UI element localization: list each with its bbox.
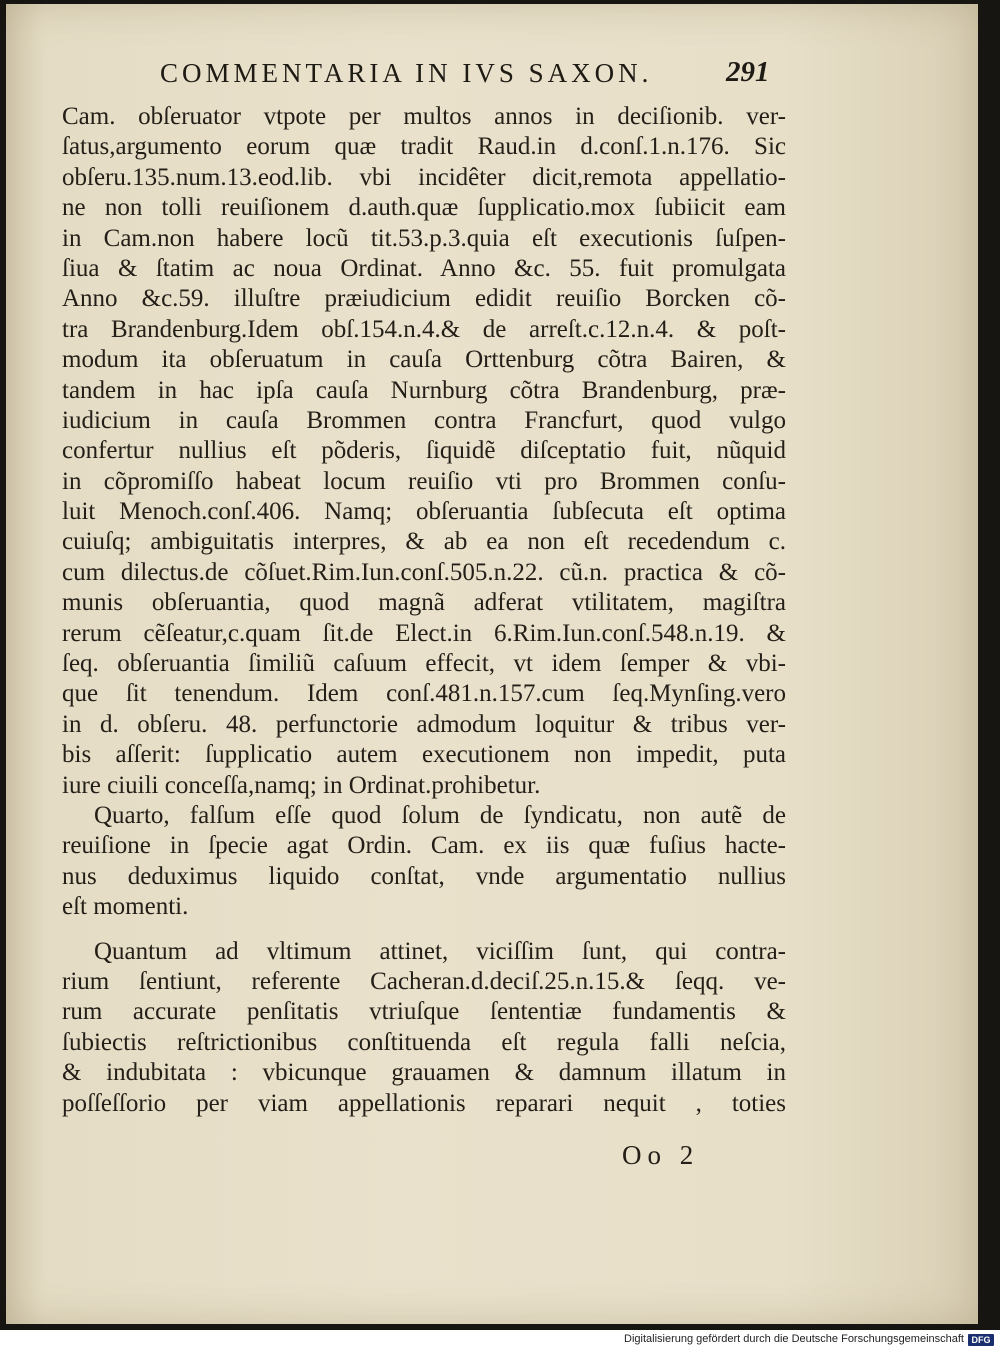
text-line: cum dilectus.de cõſuet.Rim.Iun.conſ.505.n.22. cũ.n. practica & cõ- [62, 558, 786, 586]
text-line: rerum cẽſeatur,c.quam ſit.de Elect.in 6.Rim.Iun.conſ.548.n.19. & [62, 619, 786, 647]
text-line: ſeq. obſeruantia ſimiliũ caſuum effecit, vt idem ſemper & vbi- [62, 650, 786, 678]
text-line: in d. obſeru. 48. perfunctorie admodum loquitur & tribus ver- [62, 710, 786, 738]
text-line: in Cam.non habere locũ tit.53.p.3.quia eſt executionis ſuſpen- [62, 224, 786, 252]
digitization-credit: Digitalisierung gefördert durch die Deutsche Forschungsgemeinschaft [624, 1333, 964, 1345]
text-line: tra Brandenburg.Idem obſ.154.n.4.& de arreſt.c.12.n.4. & poſt- [62, 315, 786, 343]
text-line: que ſit tenendum. Idem conſ.481.n.157.cum ſeq.Mynſing.vero [62, 680, 786, 708]
running-head [6, 58, 978, 98]
signature-mark: Oo 2 [622, 1140, 700, 1170]
text-line: poſſeſſorio per viam appellationis reparari nequit , toties [62, 1089, 786, 1117]
text-line: obſeru.135.num.13.eod.lib. vbi incidêter dicit,remota appellatio- [62, 163, 786, 191]
running-title: COMMENTARIA IN IVS SAXON. [160, 58, 653, 88]
book-page [6, 4, 978, 1324]
text-line: eſt momenti. [62, 893, 189, 921]
text-line: reuiſione in ſpecie agat Ordin. Cam. ex iis quæ fuſius hacte- [62, 832, 786, 860]
text-line: ne non tolli reuiſionem d.auth.quæ ſupplicatio.mox ſubiicit eam [62, 194, 786, 222]
page-number: 291 [726, 56, 770, 88]
text-line: rum accurate penſitatis vtriuſque ſententiæ fundamentis & [62, 998, 786, 1026]
text-line: Quarto, falſum eſſe quod ſolum de ſyndicatu, non autẽ de [94, 801, 786, 829]
text-line: ſiua & ſtatim ac noua Ordinat. Anno &c. 55. fuit promulgata [62, 254, 786, 282]
text-line: modum ita obſeruatum in cauſa Orttenburg cõtra Bairen, & [62, 346, 786, 374]
text-line: tandem in hac ipſa cauſa Nurnburg cõtra Brandenburg, præ- [62, 376, 786, 404]
text-line: iure ciuili conceſſa,namq; in Ordinat.prohibetur. [62, 771, 541, 799]
text-line: luit Menoch.conſ.406. Namq; obſeruantia ſubſecuta eſt optima [62, 498, 786, 526]
text-line: iudicium in cauſa Brommen contra Francfurt, quod vulgo [62, 406, 786, 434]
text-line: Quantum ad vltimum attinet, viciſſim ſunt, qui contra- [94, 937, 786, 965]
text-line: bis aſſerit: ſupplicatio autem executionem non impedit, puta [62, 741, 786, 769]
text-line: rium ſentiunt, referente Cacheran.d.deciſ.25.n.15.& ſeqq. ve- [62, 967, 786, 995]
text-line: in cõpromiſſo habeat locum reuiſio vti pro Brommen conſu- [62, 467, 786, 495]
text-line: ſatus,argumento eorum quæ tradit Raud.in d.conſ.1.n.176. Sic [62, 133, 786, 161]
text-line: nus deduximus liquido conſtat, vnde argumentatio nullius [62, 862, 786, 890]
text-line: ſubiectis reſtrictionibus conſtituenda eſt regula falli neſcia, [62, 1028, 786, 1056]
dfg-logo: DFG [968, 1334, 994, 1346]
text-line: cuiuſq; ambiguitatis interpres, & ab ea non eſt recedendum c. [62, 528, 786, 556]
text-line: Anno &c.59. illuſtre præiudicium edidit reuiſio Borcken cõ- [62, 285, 786, 313]
text-line: confertur nullius eſt põderis, ſiquidẽ diſceptatio fuit, nũquid [62, 437, 786, 465]
text-line: Cam. obſeruator vtpote per multos annos in deciſionib. ver- [62, 103, 786, 130]
text-line: & indubitata : vbicunque grauamen & damnum illatum in [62, 1059, 786, 1087]
body-text [62, 102, 786, 1119]
text-line: munis obſeruantia, quod magnã adferat vtilitatem, magiſtra [62, 589, 786, 617]
